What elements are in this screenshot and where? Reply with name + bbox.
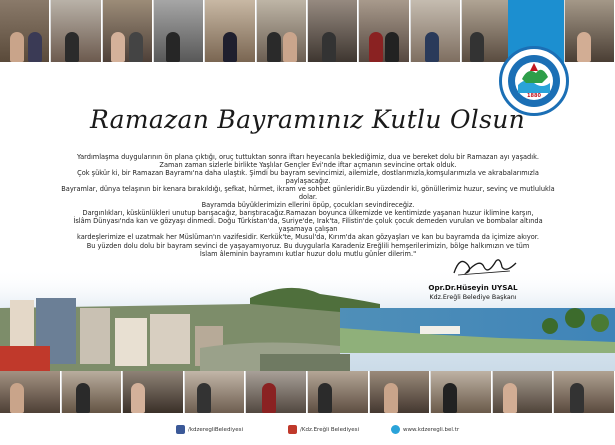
message-line: Zaman zaman sizlerle birlikte Yaşlılar Gençler Evi'nde iftar açmanın sevincine ortak olduk. [159, 161, 457, 170]
photo [246, 371, 307, 413]
photo [411, 0, 461, 62]
globe-icon [391, 425, 400, 434]
logo-ring-icon [502, 49, 566, 113]
photo [205, 0, 255, 62]
facebook-handle: /kdzeregliBelediyesi [188, 426, 243, 433]
bottom-photo-strip [0, 371, 615, 413]
photo [565, 0, 615, 62]
signatory-name: Opr.Dr.Hüseyin UYSAL [428, 283, 518, 292]
greeting-title: Ramazan Bayramınız Kutlu Olsun [89, 105, 526, 134]
photo [554, 371, 615, 413]
photo [359, 0, 409, 62]
photo [493, 371, 554, 413]
photo [0, 0, 50, 62]
photo [370, 371, 431, 413]
greeting-message [58, 153, 558, 258]
logo-year: 1880 [527, 93, 541, 99]
message-line: kardeşlerimize el uzatmak her Müslüman'ın vazifesidir. Kerkük'te, Musul'da, Kırım'da akan gözyaşları ve kan bu bayramda da içimize akıyor. [77, 233, 539, 242]
twitter-icon [288, 425, 297, 434]
message-line: Bayramda büyüklerimizin ellerini öpüp, çocukları sevindireceğiz. [201, 201, 415, 210]
photo [257, 0, 307, 62]
photo [51, 0, 101, 62]
photo [308, 371, 369, 413]
message-line: Bu yüzden dolu dolu bir bayram sevinci de yaşayamıyoruz. Bu duygularla Karadeniz Ereğlili hemşerilerimizin, bölge halkımızın ve tüm [86, 241, 530, 250]
facebook-link[interactable] [176, 425, 243, 434]
signatory-title: Kdz.Ereğli Belediye Başkanı [429, 294, 517, 301]
photo [185, 371, 246, 413]
message-line: İslâm Dünyası'nda kan ve gözyaşı dinmedi. Doğu Türkistan'da, Suriye'de, Irak'ta, Filistin'de çoluk çocuk demeden vurulan ve bombalar altında yaşamaya çalışan [73, 217, 543, 234]
message-line: Bayramlar, dünya telaşının bir kenara bırakıldığı, şefkat, hürmet, ikram ve sohbet günleridir.Bu yüzdendir ki, gönüllerimiz huzur, sevinç ve mutlulukla dolar. [61, 185, 555, 202]
message-line: Çok şükür ki, bir Ramazan Bayramı'na daha ulaştık. Şimdi bu bayram sevincimizi, ailemizle, dostlarımızla,komşularımızla ve akrabalarımızla paylaşacağız. [77, 169, 539, 186]
message-line: İslam âleminin bayramını kutlar huzur dolu mutlu günler dilerim." [199, 249, 417, 258]
photo [431, 371, 492, 413]
photo [123, 371, 184, 413]
twitter-handle: /Kdz.Ereğli Belediyesi [300, 426, 360, 433]
website-link[interactable] [391, 425, 459, 434]
message-line: Dargınlıkları, küskünlükleri unutup barışacağız, barıştıracağız.Ramazan boyunca ülkemizde ve kentimizde yaşanan huzur ikliminе karşın, [82, 209, 534, 218]
signature-icon [450, 253, 520, 279]
photo [154, 0, 204, 62]
photo [62, 371, 123, 413]
photo [308, 0, 358, 62]
photo [103, 0, 153, 62]
footer [0, 416, 615, 445]
photo [0, 371, 61, 413]
website-url: www.kdzeregli.bel.tr [403, 426, 460, 433]
message-line: Yardımlaşma duygularının ön plana çıktığı, oruç tuttuktan sonra iftarı heyecanla beklediğimiz, dua ve bereket dolu bir Ramazan ayı yaşadık. [77, 153, 539, 161]
facebook-icon [176, 425, 185, 434]
twitter-link[interactable] [288, 425, 359, 434]
